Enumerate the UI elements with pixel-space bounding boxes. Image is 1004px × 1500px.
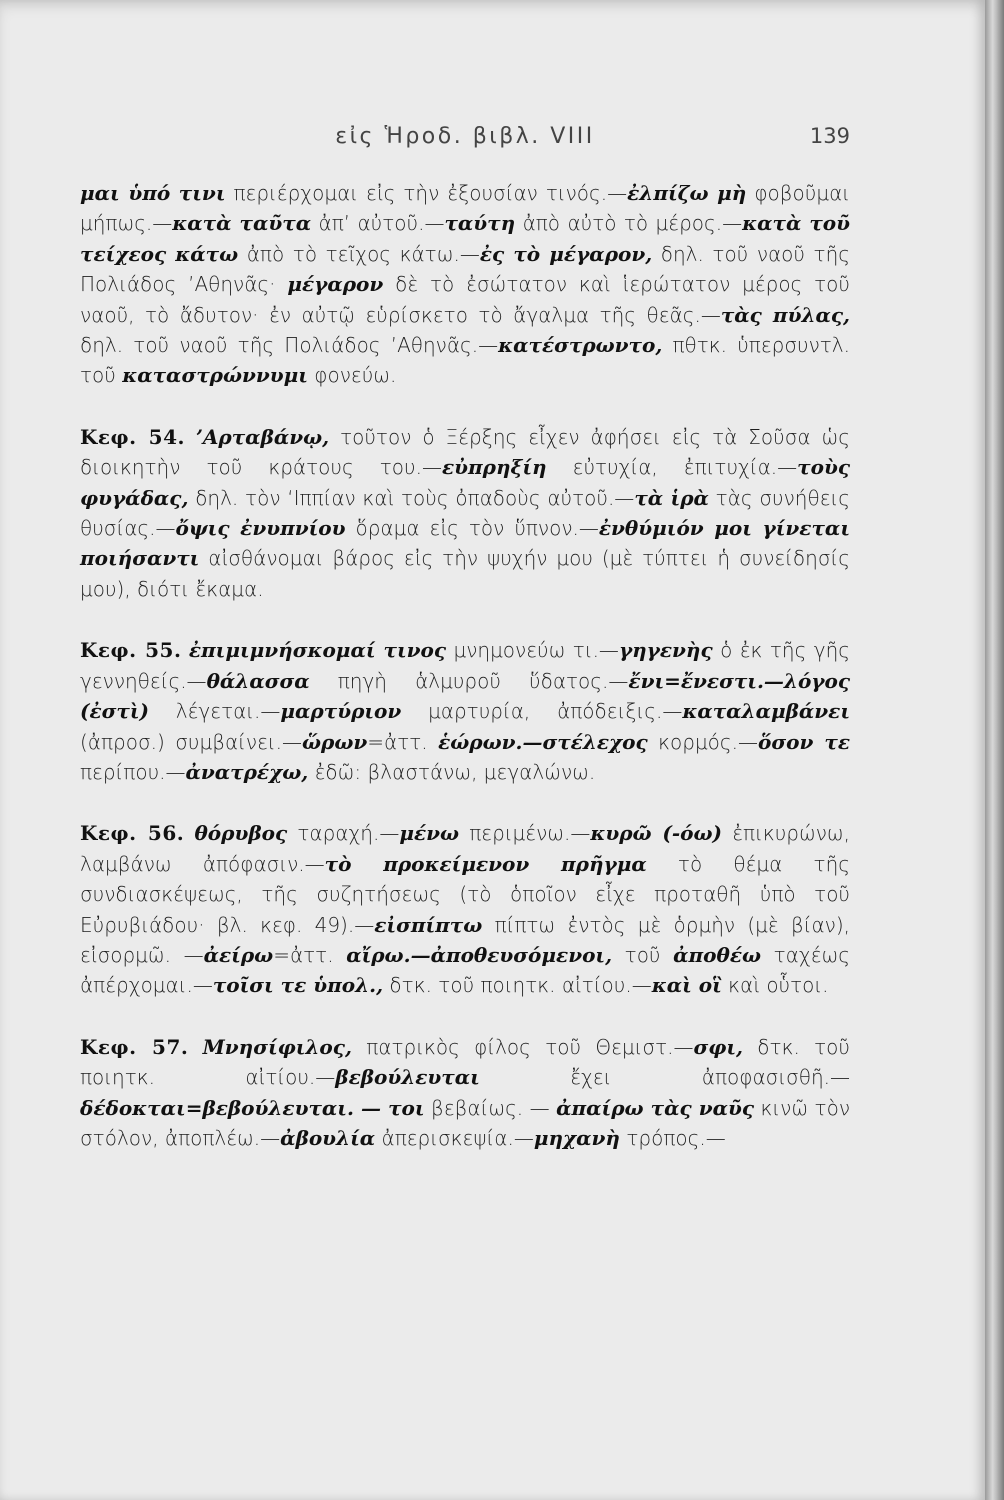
gloss-text: περιέρχομαι εἰς τὴν ἐξουσίαν τινός.—	[225, 181, 628, 205]
gloss-text: ὅραμα εἰς τὸν ὕπνον.—	[345, 516, 599, 541]
chapter-label: Κεφ. 55.	[80, 638, 182, 663]
chapter-label: Κεφ. 54.	[80, 424, 185, 449]
gloss-text: (ἀπροσ.) συμβαίνει.—	[80, 729, 302, 754]
paragraph-text	[80, 178, 850, 391]
lemma: ἐλπίζω μὴ	[627, 181, 747, 205]
gloss-text: δτκ. τοῦ ποιητκ. αἰτίου.—	[383, 973, 652, 998]
gloss-text: τὸ θέμα τῆς συνδιασκέψεως, τῆς συζητήσεως (τὸ ὁποῖον εἶχε προταθῆ ὑπὸ τοῦ Εὐρυβιάδου· βλ. κεφ. 49).—	[80, 851, 850, 937]
lemma: μέγαρον	[287, 272, 384, 297]
gloss-text: μνημονεύω τι.—	[446, 638, 619, 663]
lemma: ἐς τὸ μέγαρον,	[479, 241, 653, 266]
gloss-text: περιμένω.—	[459, 821, 591, 846]
lemma: ἐπιμιμνήσκομαί τινος	[188, 638, 447, 663]
lemma: γηγενὴς	[618, 638, 713, 663]
page-header	[80, 124, 850, 158]
lemma: καταστρώννυμι	[122, 363, 308, 388]
lemma: ἀνατρέχω,	[185, 759, 309, 784]
gloss-text: ἀπὸ τὸ τεῖχος κάτω.—	[238, 241, 480, 266]
gloss-text: δτκ. τοῦ ποιητκ. αἰτίου.—	[80, 1034, 850, 1090]
gloss-text: τοῦτον ὁ Ξέρξης εἶχεν ἀφήσει εἰς τὰ Σοῦσα ὡς διοικητὴν τοῦ κράτους του.—	[80, 424, 851, 480]
paragraph-kef-55	[80, 635, 850, 787]
lemma: ’Αρταβάνῳ,	[195, 424, 330, 449]
gloss-text: κορμός.—	[647, 729, 759, 754]
paragraph-kef-54	[80, 422, 850, 604]
lemma: ἀποθέω	[673, 942, 762, 967]
lemma: σφι,	[693, 1034, 743, 1059]
lemma: αἴρω.—ἀποθευσόμενοι,	[346, 942, 613, 967]
lemma: ἔνι=ἔνεστι.—λόγος (ἐστὶ)	[80, 668, 850, 724]
lemma: καταλαμβάνει	[682, 699, 850, 724]
lemma: θάλασσα	[206, 668, 310, 693]
gloss-text: ἔχει ἀποφασισθῆ.—	[479, 1065, 851, 1090]
gloss-text: ἐπικυρώνω, λαμβάνω ἀπόφασιν.—	[80, 821, 851, 876]
lemma: ἀβουλία	[280, 1125, 376, 1150]
gloss-text: τρόπος.—	[619, 1125, 726, 1150]
gloss-text: δὲ τὸ ἐσώτατον καὶ ἱερώτατον μέρος τοῦ ναοῦ, τὸ ἄδυτον· ἐν αὐτῷ εὑρίσκετο τὸ ἄγαλμα τῆς θεᾶς.—	[80, 272, 850, 327]
paragraph-text	[80, 635, 850, 787]
paragraph-text	[80, 1032, 850, 1154]
lemma: μαι ὑπό τινι	[80, 181, 226, 205]
paragraph-intro	[80, 178, 850, 391]
gloss-text: ἐδῶ: βλαστάνω, μεγαλώνω.	[308, 759, 596, 784]
lemma: τοῖσι τε ὑπολ.,	[212, 973, 384, 998]
lemma: Μνησίφιλος,	[202, 1034, 352, 1059]
lemma: εὐπρηξίη	[441, 455, 547, 480]
gloss-text: πθτκ. ὑπερσυντλ. τοῦ	[80, 333, 850, 388]
lemma: ἐνθύμιόν μοι γίνεται ποιήσαντι	[80, 516, 850, 571]
gloss-text: ἀπὸ αὐτὸ τὸ μέρος.—	[515, 211, 743, 236]
gloss-text: ταχέως ἀπέρχομαι.—	[80, 942, 850, 998]
gloss-text: =ἀττ.	[367, 729, 439, 754]
gloss-text: αἰσθάνομαι βάρος εἰς τὴν ψυχήν μου (μὲ τύπτει ἡ συνείδησίς μου), διότι ἔκαμα.	[80, 546, 850, 601]
running-head: εἰς Ἡροδ. βιβλ. VIII	[335, 124, 595, 149]
commentary-body	[80, 178, 850, 1153]
paragraph-kef-57	[80, 1032, 850, 1154]
lemma: κατὰ ταῦτα	[172, 211, 312, 236]
lemma: ἑώρων.—στέλεχος	[438, 729, 648, 754]
lemma: τοὺς φυγάδας,	[80, 455, 850, 510]
chapter-label: Κεφ. 57.	[80, 1034, 189, 1059]
gloss-text: περίπου.—	[80, 759, 186, 784]
lemma: κυρῶ (-όω)	[590, 821, 723, 846]
gloss-text: δηλ. τὸν ‘Ιππίαν καὶ τοὺς ὀπαδοὺς αὐτοῦ.—	[188, 485, 635, 510]
lemma: τὰ ἱρὰ	[634, 485, 709, 510]
lemma: βεβούλευται	[335, 1065, 480, 1090]
gloss-text: εὐτυχία, ἐπιτυχία.—	[546, 455, 798, 480]
lemma: δέδοκται=βεβούλευται. — τοι	[80, 1095, 425, 1120]
lemma: τὰς πύλας,	[720, 302, 850, 327]
gloss-text: φοβοῦμαι μήπως.—	[80, 181, 850, 236]
paragraph-text	[80, 818, 850, 1000]
paragraph-kef-56	[80, 818, 850, 1000]
gloss-text: δηλ. τοῦ ναοῦ τῆς Πολιάδος ’Αθηνᾶς·	[80, 241, 850, 297]
page-number: 139	[809, 124, 850, 148]
gloss-text: φονεύω.	[307, 363, 397, 388]
lemma: ἀείρω	[203, 942, 274, 967]
lemma: καὶ οἳ	[651, 973, 722, 998]
gloss-text: πηγὴ ἁλμυροῦ ὕδατος.—	[309, 668, 629, 693]
lemma: ὄψις ἐνυπνίου	[175, 516, 346, 541]
gloss-text: δηλ. τοῦ ναοῦ τῆς Πολιάδος ’Αθηνᾶς.—	[80, 333, 499, 358]
paragraph-text	[80, 422, 850, 604]
gloss-text: ἀπερισκεψία.—	[375, 1125, 534, 1150]
lemma: κατέστρωντο,	[498, 333, 663, 358]
lemma: ὥρων	[302, 729, 368, 754]
lemma: θόρυβος	[194, 821, 288, 846]
gloss-text: μαρτυρία, ἀπόδειξις.—	[401, 699, 683, 724]
lemma: μένω	[399, 821, 460, 846]
lemma: ἀπαίρω τὰς ναῦς	[556, 1095, 755, 1120]
gloss-text: ὁ ἐκ τῆς γῆς γεννηθείς.—	[80, 638, 851, 693]
lemma: ὅσον τε	[758, 729, 850, 754]
gloss-text: πατρικὸς φίλος τοῦ Θεμιστ.—	[351, 1034, 694, 1059]
lemma: εἰσπίπτω	[374, 912, 483, 937]
gloss-text: πίπτω ἐντὸς μὲ ὁρμὴν (μὲ βίαν), εἰσορμῶ. —	[80, 912, 850, 967]
gloss-text: =ἀττ.	[273, 942, 347, 967]
gloss-text: τὰς συνήθεις θυσίας.—	[80, 485, 850, 541]
gloss-text: καὶ οὗτοι.	[721, 973, 829, 998]
lemma: ταύτη	[444, 211, 516, 236]
lemma: μαρτύριον	[280, 699, 402, 724]
lemma: μηχανὴ	[533, 1125, 620, 1150]
gloss-text: κινῶ τὸν στόλον, ἀποπλέω.—	[80, 1095, 850, 1150]
gloss-text: ταραχή.—	[287, 821, 400, 846]
gloss-text: τοῦ	[612, 942, 674, 967]
lemma: τὸ προκείμενον πρῆγμα	[324, 851, 647, 876]
page-edge	[985, 0, 1004, 1500]
lemma: κατὰ τοῦ τείχεος κάτω	[80, 211, 851, 266]
chapter-label: Κεφ. 56.	[80, 821, 185, 846]
gloss-text: ἀπ’ αὐτοῦ.—	[311, 211, 445, 236]
gloss-text: λέγεται.—	[148, 699, 281, 724]
gloss-text: βεβαίως. —	[424, 1095, 557, 1120]
